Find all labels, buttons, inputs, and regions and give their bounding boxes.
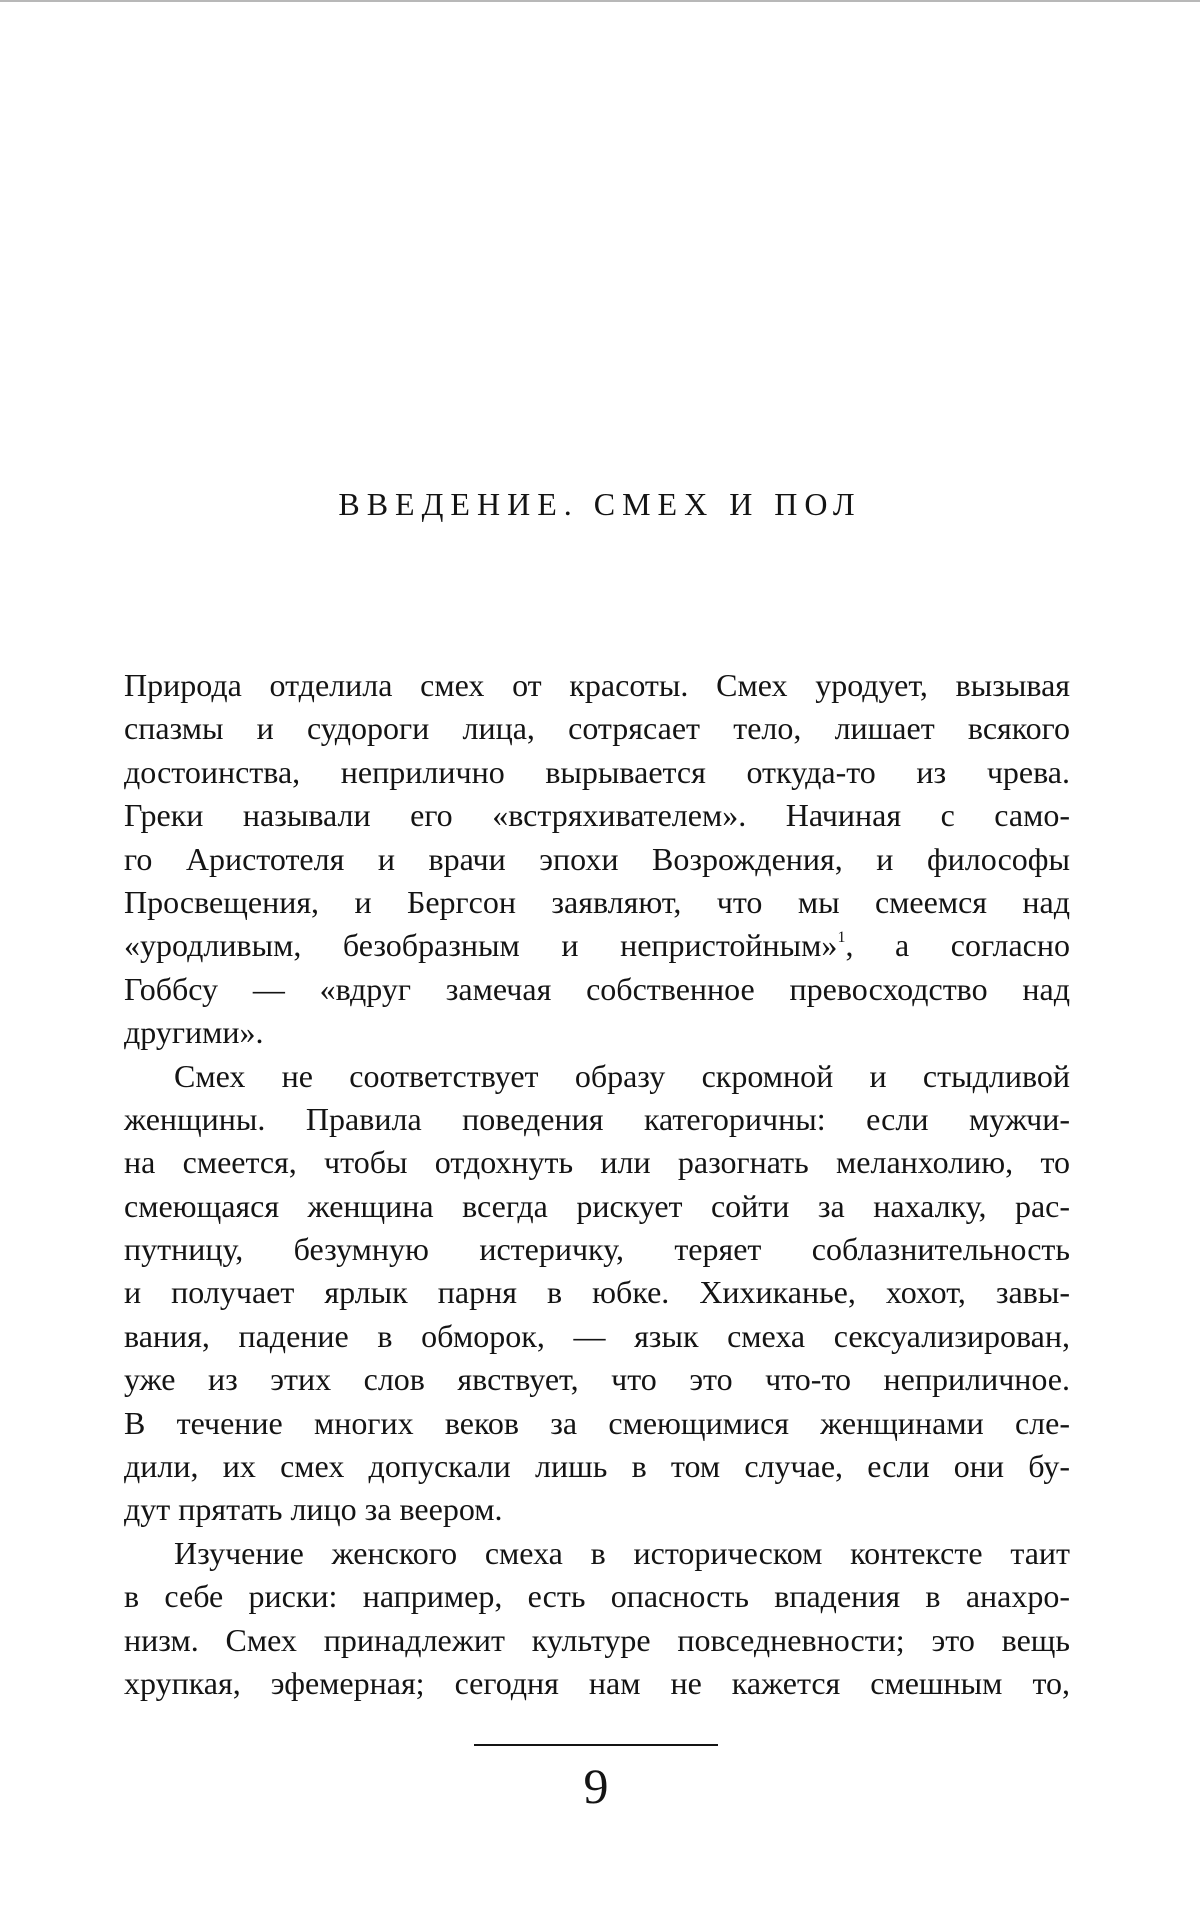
text-line: женщины. Правила поведения категоричны: если мужчи-: [124, 1100, 1070, 1137]
paragraph: [124, 1055, 1070, 1532]
text-line: путницу, безумную истеричку, теряет соблазнительность: [124, 1231, 1070, 1268]
text-line: уже из этих слов явствует, что это что-то неприличное.: [124, 1361, 1070, 1398]
text-line: и получает ярлык парня в юбке. Хихиканье, хохот, завы-: [124, 1274, 1070, 1311]
text-line-with-footnote: [124, 924, 1070, 967]
text-line: дут прятать лицо за веером.: [124, 1491, 503, 1528]
chapter-title: ВВЕДЕНИЕ. СМЕХ И ПОЛ: [338, 486, 862, 522]
text-line: Природа отделила смех от красоты. Смех уродует, вызывая: [124, 667, 1070, 703]
paragraph: [124, 664, 1070, 1055]
text-line: другими».: [124, 1014, 264, 1051]
text-line: Изучение женского смеха в историческом контексте таит: [174, 1534, 1070, 1571]
body-text: [124, 664, 1070, 1705]
text-line: спазмы и судороги лица, сотрясает тело, лишает всякого: [124, 710, 1070, 747]
text-line: достоинства, неприлично вырывается откуда-то из чрева.: [124, 753, 1070, 790]
text-line: хрупкая, эфемерная; сегодня нам не кажется смешным то,: [124, 1664, 1070, 1701]
text-line: смеющаяся женщина всегда рискует сойти за нахалку, рас-: [124, 1187, 1070, 1224]
text-line: дили, их смех допускали лишь в том случае, если они бу-: [124, 1448, 1070, 1485]
text-line: на смеется, чтобы отдохнуть или разогнать меланхолию, то: [124, 1144, 1070, 1181]
text-line: вания, падение в обморок, — язык смеха сексуализирован,: [124, 1317, 1070, 1354]
text-line: Просвещения, и Бергсон заявляют, что мы смеемся над: [124, 883, 1070, 920]
text-line: Гоббсу — «вдруг замечая собственное превосходство над: [124, 970, 1070, 1007]
top-border-rule: [0, 0, 1200, 2]
paragraph: [124, 1532, 1070, 1706]
text-segment: , а согласно: [845, 927, 1071, 964]
page-number: 9: [583, 1758, 609, 1814]
text-line: низм. Смех принадлежит культуре повседневности; это вещь: [124, 1621, 1070, 1658]
footer-rule: [474, 1744, 718, 1746]
text-line: Греки называли его «встряхивателем». Начиная с само-: [124, 797, 1070, 834]
text-line: в себе риски: например, есть опасность впадения в анахро-: [124, 1578, 1070, 1615]
text-line: го Аристотеля и врачи эпохи Возрождения, и философы: [124, 840, 1070, 877]
text-segment: «уродливым, безобразным и непристойным»: [124, 927, 838, 964]
text-line: Смех не соответствует образу скромной и стыдливой: [174, 1057, 1070, 1094]
footnote-reference: 1: [837, 929, 846, 947]
text-line: В течение многих веков за смеющимися женщинами сле-: [124, 1404, 1070, 1441]
